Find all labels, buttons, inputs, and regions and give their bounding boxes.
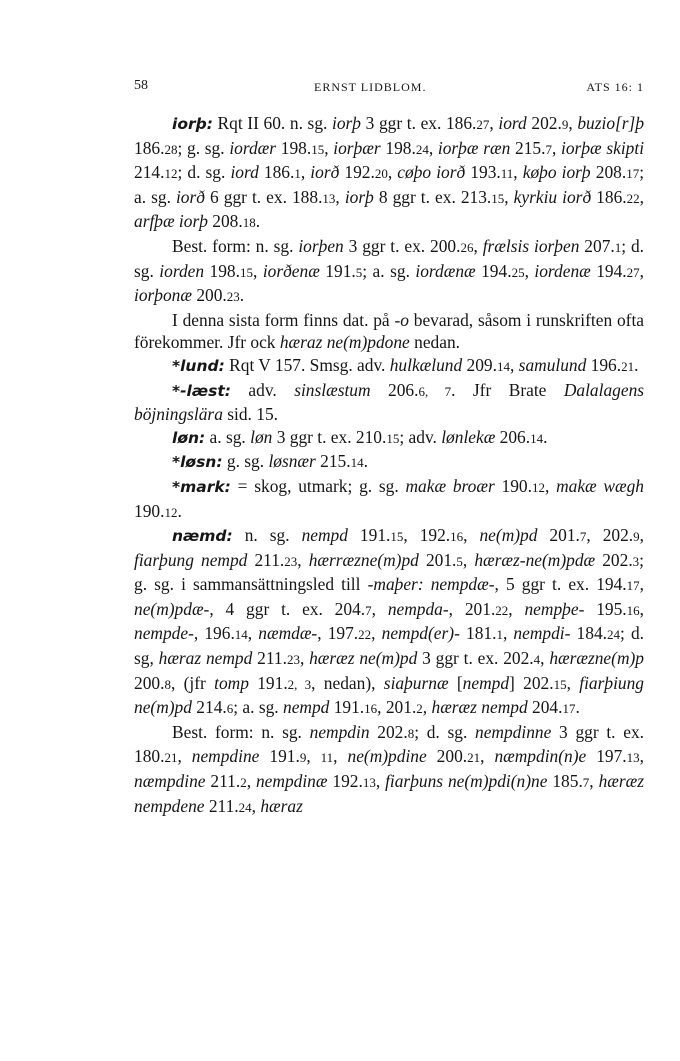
italic-form: nempd — [283, 697, 330, 718]
text-run: 211. — [247, 549, 285, 570]
text-run: , — [300, 162, 311, 183]
line-reference: 21 — [164, 750, 178, 766]
text-run: 8 ggr t. ex. 213. — [373, 186, 492, 207]
italic-form: nempd — [462, 672, 510, 693]
headword: næmd: — [172, 527, 233, 546]
text-run: 206. — [495, 426, 531, 447]
text-run: , 5 ggr t. ex. 194. — [494, 574, 627, 595]
line-reference: 3 — [632, 553, 640, 569]
line-reference: 23 — [226, 289, 240, 305]
text-run: , — [387, 162, 398, 183]
text-run: 200. — [191, 285, 227, 306]
text-run: , — [252, 260, 263, 281]
text-run: 3 ggr t. ex. 202. — [417, 648, 534, 669]
line-reference: 22 — [495, 602, 509, 618]
text-run: , — [568, 113, 578, 133]
text-run: , — [540, 648, 550, 669]
italic-form: buzio[r]þ — [577, 113, 645, 133]
italic-form: køþo iorþ — [522, 162, 591, 183]
italic-form: hæraz ne(m)pdone — [279, 332, 410, 353]
text-run: 208. — [590, 162, 627, 183]
line-reference: 9 — [561, 117, 569, 132]
italic-form: makæ broær — [405, 475, 495, 496]
italic-form: tomp — [214, 672, 249, 693]
line-reference: 13 — [362, 775, 376, 791]
italic-form: hæræz-ne(m)pdæ — [474, 549, 596, 570]
text-run: 211. — [204, 795, 239, 816]
italic-form: kyrkiu iorð — [513, 186, 592, 207]
text-run: 3 ggr t. ex. 210. — [272, 426, 387, 447]
italic-form: iorþ — [344, 186, 374, 207]
line-reference: 15 — [390, 529, 404, 545]
line-reference: 23 — [286, 652, 300, 668]
italic-form: iorþonæ — [134, 285, 192, 306]
line-reference: 22 — [626, 190, 640, 206]
italic-form: iorð — [175, 186, 205, 207]
line-reference: 1 — [614, 239, 622, 255]
text-run: , — [306, 746, 321, 767]
headword: *mark: — [172, 477, 231, 496]
line-reference: 2 — [240, 775, 247, 791]
text-run: . — [543, 426, 548, 447]
italic-form: nempdinne — [475, 721, 552, 742]
text-run: , — [246, 771, 256, 792]
text-run: ; adv. — [399, 426, 442, 447]
text-run: , — [371, 598, 388, 619]
text-run: Best. form: n. sg. — [172, 235, 299, 256]
text-run: 192. — [339, 162, 375, 183]
italic-form: nempd(er)- — [381, 623, 460, 644]
line-reference: 24 — [606, 627, 620, 643]
text-run: , 201. — [377, 697, 417, 718]
text-run: 191. — [248, 672, 288, 693]
text-run: g. sg. — [222, 451, 269, 472]
text-run: , — [566, 672, 580, 693]
text-run: 3 ggr t. ex. 180. — [134, 721, 645, 767]
text-run: 202. — [369, 721, 408, 742]
text-run: . — [575, 697, 580, 718]
italic-form: arfþæ iorþ — [134, 211, 208, 232]
line-reference: 21 — [467, 750, 481, 766]
line-reference: 27 — [476, 117, 490, 132]
text-run: 201. — [418, 549, 457, 570]
text-run: . — [255, 211, 261, 232]
running-head-author: ERNST LIDBLOM. — [314, 80, 427, 94]
text-run: 190. — [134, 500, 165, 521]
text-run: , — [324, 137, 334, 158]
line-reference: 28 — [164, 141, 178, 157]
text-run: adv. — [230, 379, 295, 400]
text-run: . — [177, 500, 182, 521]
line-reference: 1 — [496, 627, 503, 643]
text-run: , — [551, 137, 562, 158]
text-run: ; g. sg. — [177, 137, 230, 158]
italic-form: iordænæ — [415, 260, 476, 281]
text-run: 184. — [570, 623, 607, 644]
page-number: 58 — [134, 78, 148, 93]
headword: iorþ: — [172, 115, 213, 133]
text-run: 198. — [204, 260, 240, 281]
line-reference: 7 — [365, 602, 372, 618]
text-run: 191. — [259, 746, 300, 767]
italic-form: ne(m)pd — [479, 525, 538, 546]
entry-losn — [134, 450, 644, 475]
text-run: , — [247, 623, 259, 644]
text-run: , — [639, 598, 644, 619]
text-run: . Jfr Brate — [451, 379, 564, 400]
text-run: 186. — [591, 186, 627, 207]
line-reference: 23 — [284, 553, 298, 569]
text-run: 211. — [205, 771, 241, 792]
text-run: , — [502, 623, 514, 644]
line-reference: 5 — [355, 264, 363, 280]
italic-form: frælsis iorþen — [482, 235, 580, 256]
italic-form: fiarþuns ne(m)pdi(n)ne — [385, 771, 548, 792]
text-run: , — [177, 746, 192, 767]
entry-lon — [134, 426, 644, 451]
italic-form: fiarþiung ne(m)pd — [134, 672, 644, 718]
text-run: . — [634, 354, 639, 375]
text-run: n. sg. — [232, 525, 302, 546]
italic-form: lønlekæ — [441, 426, 496, 447]
text-run: 190. — [494, 475, 532, 496]
text-run: , — [639, 186, 644, 207]
text-run: 191. — [319, 260, 356, 281]
italic-form: nempdine — [191, 746, 260, 767]
text-run: sid. 15. — [222, 404, 278, 425]
text-run: , — [639, 260, 645, 281]
text-run: , — [513, 162, 523, 183]
italic-form: iorþæ ræn — [437, 137, 511, 158]
text-run: , — [639, 525, 644, 546]
italic-form: nempd — [301, 525, 348, 546]
text-run: 204. — [527, 697, 563, 718]
line-reference: 15 — [386, 430, 400, 446]
entry-iorp-definite-form — [134, 235, 644, 309]
italic-form: hæraz nempd — [158, 648, 253, 669]
line-reference: 22 — [358, 627, 372, 643]
text-run: = skog, utmark; g. sg. — [230, 475, 406, 496]
line-reference: 12 — [531, 479, 545, 495]
text-run: 195. — [584, 598, 627, 619]
text-run: 194. — [475, 260, 512, 281]
text-run: 6 ggr t. ex. 188. — [204, 186, 323, 207]
text-run: 214. — [134, 162, 165, 183]
text-run: 194. — [590, 260, 627, 281]
italic-form: næmpdine — [134, 771, 206, 792]
text-run: ; a. sg. — [362, 260, 416, 281]
text-run: , — [462, 549, 475, 570]
text-run: ; d. sg. — [177, 162, 231, 183]
line-reference: 8 — [407, 725, 415, 741]
line-reference: 16 — [364, 701, 378, 717]
text-run: 3 ggr t. ex. 200. — [343, 235, 461, 256]
italic-form: hærræzne(m)pd — [308, 549, 419, 570]
text-run: I denna sista form finns dat. på — [172, 309, 395, 330]
entry-naemd — [134, 524, 644, 721]
text-run: ] 202. — [509, 672, 554, 693]
italic-form: hæræz nempdene — [134, 771, 644, 816]
line-reference: 6 — [226, 701, 234, 717]
entry-mark — [134, 475, 644, 524]
text-run: , (jfr — [170, 672, 215, 693]
italic-form: hæræz nempd — [431, 697, 528, 718]
text-run: 181. — [459, 623, 497, 644]
text-run: ; a. sg. — [134, 162, 645, 207]
italic-form: iorden — [159, 260, 205, 281]
text-run: . — [363, 451, 368, 472]
text-run: , — [524, 260, 535, 281]
text-run: 206. — [370, 379, 419, 400]
text-run: 3 ggr t. ex. 186. — [361, 113, 477, 133]
italic-form: fiarþung nempd — [134, 549, 248, 570]
headword: *lund: — [172, 356, 225, 375]
text-run: Rqt II 60. n. sg. — [212, 113, 332, 133]
line-reference: 1 — [294, 166, 301, 182]
line-reference: 21 — [621, 358, 635, 374]
italic-form: iorþen — [298, 235, 344, 256]
italic-form: iordær — [229, 137, 277, 158]
entry-laest — [134, 379, 644, 426]
italic-form: iorþ — [332, 113, 361, 133]
text-run: Best. form: n. sg. — [172, 721, 310, 742]
italic-form: cøþo iorð — [397, 162, 466, 183]
line-reference: 13 — [322, 190, 336, 206]
headword: *løsn: — [172, 453, 223, 472]
entry-naemd-definite-form — [134, 721, 644, 819]
text-run: 202. — [595, 549, 633, 570]
text-run: 211. — [252, 648, 287, 669]
italic-form: siaþurnæ — [383, 672, 449, 693]
italic-form: -o — [394, 309, 409, 330]
text-run: 185. — [547, 771, 583, 792]
line-reference: 14 — [350, 455, 364, 471]
line-reference: 14 — [530, 430, 544, 446]
italic-form: nempþe- — [524, 598, 585, 619]
text-run: , — [480, 746, 495, 767]
line-reference: 7 — [582, 775, 590, 791]
text-run: , — [333, 746, 348, 767]
text-run: ; d. sg. — [134, 235, 645, 281]
text-run: 191. — [329, 697, 365, 718]
italic-form: makæ wægh — [556, 475, 644, 496]
text-run: , — [509, 354, 519, 375]
text-run — [424, 574, 431, 594]
line-reference: 16 — [626, 602, 640, 618]
italic-form: Dalalagens böjningslära — [134, 379, 645, 425]
line-reference: 2 — [416, 701, 423, 717]
line-reference: 9 — [299, 750, 307, 766]
text-run: ; a. sg. — [233, 697, 283, 718]
text-run: , 196. — [193, 623, 235, 644]
italic-form: løn — [250, 426, 273, 447]
text-run: ; g. sg. i sammansättningsled till — [134, 549, 645, 595]
text-run: Rqt V 157. Smsg. adv. — [224, 354, 390, 375]
italic-form: nempdæ- — [430, 574, 495, 595]
text-run: , — [639, 574, 644, 595]
text-run: 214. — [191, 697, 227, 718]
text-run: , — [297, 549, 309, 570]
italic-form: næmdæ- — [258, 623, 318, 644]
line-reference: 16 — [450, 529, 464, 545]
headword: *-læst: — [172, 381, 231, 400]
text-run: , — [299, 648, 310, 669]
italic-form: -maþer: — [367, 574, 424, 595]
text-run: 208. — [207, 211, 243, 232]
italic-form: samulund — [518, 354, 587, 375]
text-run: , — [422, 697, 432, 718]
text-run: 200. — [134, 672, 165, 693]
text-run: 186. — [258, 162, 295, 183]
italic-form: løsnær — [268, 451, 316, 472]
italic-form: hulkælund — [389, 354, 463, 375]
text-run: , — [428, 137, 438, 158]
entry-iorp-note — [134, 309, 644, 354]
text-run: , — [335, 186, 345, 207]
text-run: , — [251, 795, 261, 816]
italic-form: iordenæ — [534, 260, 591, 281]
line-reference: 8 — [164, 676, 171, 692]
italic-form: iorðenæ — [262, 260, 320, 281]
text-run: , — [504, 186, 514, 207]
text-run: 201. — [537, 525, 580, 546]
text-run: , 192. — [403, 525, 451, 546]
running-header — [134, 78, 644, 100]
line-reference: 15 — [553, 676, 567, 692]
italic-form: nempde- — [134, 623, 194, 644]
line-reference: 2, 3 — [287, 676, 312, 692]
italic-form: iord — [230, 162, 259, 183]
line-reference: 17 — [562, 701, 576, 717]
text-run: , — [589, 771, 599, 792]
line-reference: 7 — [545, 141, 552, 157]
italic-form: hæraz — [260, 795, 303, 816]
text-run: 202. — [526, 113, 562, 133]
line-reference: 15 — [239, 264, 253, 280]
text-run: , nedan), — [311, 672, 384, 693]
line-reference: 24 — [238, 799, 252, 815]
text-run: , 201. — [448, 598, 496, 619]
text-run: , — [489, 113, 499, 133]
italic-form: ne(m)pdine — [347, 746, 427, 767]
text-run: 207. — [579, 235, 615, 256]
text-run: , — [544, 475, 557, 496]
line-reference: 26 — [460, 239, 474, 255]
italic-form: nempda- — [387, 598, 449, 619]
headword: løn: — [172, 428, 206, 447]
line-reference: 7 — [579, 529, 587, 545]
text-run: , — [508, 598, 525, 619]
line-reference: 6, 7 — [418, 383, 452, 399]
text-run: , — [639, 746, 645, 767]
text-run: . — [239, 285, 245, 306]
text-run: 186. — [134, 137, 165, 158]
italic-form: nempdi- — [513, 623, 571, 644]
line-reference: 4 — [533, 652, 541, 668]
text-run: ; d. sg. — [414, 721, 476, 742]
text-run: 197. — [586, 746, 627, 767]
text-run: , — [371, 623, 382, 644]
text-run: 192. — [327, 771, 363, 792]
line-reference: 17 — [626, 166, 640, 182]
line-reference: 15 — [311, 141, 325, 157]
italic-form: iorþær — [333, 137, 381, 158]
text-run: 215. — [510, 137, 546, 158]
italic-form: iorþæ skipti — [561, 137, 645, 158]
line-reference: 5 — [456, 553, 463, 569]
line-reference: 25 — [511, 264, 525, 280]
text-run: 196. — [586, 354, 622, 375]
text-run: , — [463, 525, 480, 546]
line-reference: 24 — [415, 141, 429, 157]
italic-form: hæræzne(m)p — [549, 648, 644, 669]
text-run: 209. — [462, 354, 497, 375]
line-reference: 14 — [234, 627, 248, 643]
series-signature: ATS 16: 1 — [586, 80, 644, 94]
line-reference: 17 — [626, 578, 640, 594]
line-reference: 12 — [164, 166, 178, 182]
line-reference: 9 — [633, 529, 640, 545]
line-reference: 11 — [500, 166, 514, 182]
text-run: 200. — [426, 746, 468, 767]
text-run: , — [375, 771, 386, 792]
line-reference: 18 — [242, 215, 256, 231]
line-reference: 12 — [164, 504, 178, 520]
text-run: [ — [448, 672, 463, 693]
italic-form: næmpdin(n)e — [494, 746, 587, 767]
entry-lund — [134, 354, 644, 379]
line-reference: 11 — [320, 750, 334, 766]
line-reference: 13 — [626, 750, 640, 766]
line-reference: 27 — [626, 264, 640, 280]
text-run: , 202. — [586, 525, 634, 546]
text-run: 215. — [315, 451, 351, 472]
text-run: ; d. sg, — [134, 623, 644, 669]
line-reference: 20 — [374, 166, 388, 182]
text-run: , 197. — [317, 623, 359, 644]
text-run: 198. — [380, 137, 416, 158]
italic-form: ne(m)pdæ- — [134, 598, 210, 619]
text-run: a. sg. — [205, 426, 251, 447]
text-run: 193. — [465, 162, 501, 183]
line-reference: 15 — [491, 190, 505, 206]
italic-form: sinslæstum — [294, 379, 371, 400]
text-run: bevarad, såsom i runskriften ofta förekommer. Jfr ock — [134, 309, 644, 353]
italic-form: iorð — [310, 162, 340, 183]
entry-iorp — [134, 112, 644, 235]
italic-form: nempdinæ — [255, 771, 328, 792]
text-run: 198. — [276, 137, 312, 158]
italic-form: iord — [498, 113, 527, 133]
text-run: 191. — [347, 525, 391, 546]
text-run: , 4 ggr t. ex. 204. — [209, 598, 366, 619]
italic-form: hæræz ne(m)pd — [309, 648, 418, 669]
glossary-body — [134, 112, 644, 819]
text-run: , — [473, 235, 483, 256]
text-run: nedan. — [409, 332, 461, 353]
line-reference: 14 — [496, 358, 510, 374]
italic-form: nempdin — [309, 721, 370, 742]
